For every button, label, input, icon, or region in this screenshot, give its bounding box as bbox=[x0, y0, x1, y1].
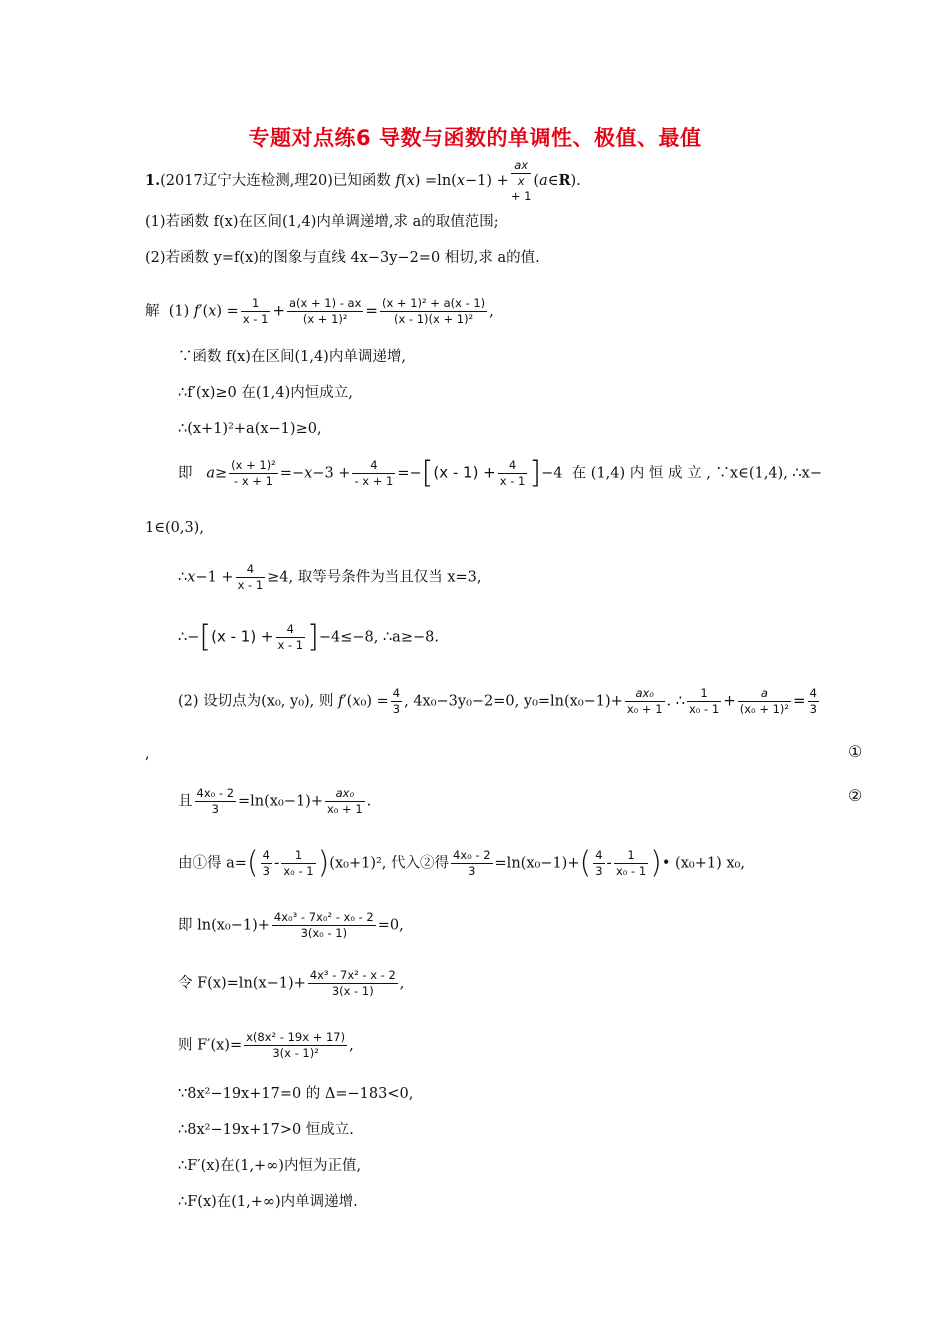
fraction-8: $\frac{4}{x - 1}$ bbox=[277, 622, 304, 652]
fraction-1: $\frac{1}{x - 1}$ bbox=[242, 296, 269, 326]
fraction-18: $\frac{\text{4x₀ - 2}}{3}$ bbox=[453, 848, 491, 878]
solution-step-10: 且 $\frac{\text{4x₀ - 2}}{3}$ =ln(x₀−1)+ $\frac{\text{ax₀}}{\text{x₀ + 1}}$ . bbox=[178, 786, 372, 816]
derivative-line: 解 (1) f′(x) = $\frac{1}{x - 1}$ + $\frac{a(x + 1) - ax}{\text{(x + 1)²}}$ = $\frac{\text{(x + 1)² + a(x - 1)}}{\text{(x - 1)(x + 1)²}}$ , bbox=[145, 296, 494, 326]
fraction-23: $\frac{\text{x(8x² - 19x + 17)}}{\text{3(x - 1)²}}$ bbox=[246, 1030, 346, 1060]
fraction-13: $\frac{4}{3}$ bbox=[809, 686, 817, 716]
step10-mid: =ln(x₀−1)+ bbox=[238, 793, 323, 810]
solution-step-4: ∴(x+1)²+a(x−1)≥0, bbox=[178, 421, 322, 437]
step11-prefix: 由①得 a= bbox=[178, 855, 247, 872]
fraction-16: $\frac{4}{3}$ bbox=[262, 848, 270, 878]
solution-step-18: ∴F(x)在(1,+∞)内单调递增. bbox=[178, 1194, 358, 1210]
solution-step-2: ∵函数 f(x)在区间(1,4)内单调递增, bbox=[178, 349, 406, 365]
solution-step-7: ∴x−1 + $\frac{4}{x - 1}$ ≥4, 取等号条件为当且仅当 x=3, bbox=[178, 562, 482, 592]
part2-a: (2) 设切点为(x₀, y₀), 则 bbox=[178, 693, 334, 710]
part2-b: 4x₀−3y₀−2=0, y₀=ln(x₀−1)+ bbox=[413, 693, 623, 710]
fraction-10: $\frac{\text{ax₀}}{\text{x₀ + 1}}$ bbox=[626, 686, 663, 716]
fraction-9: $\frac{4}{3}$ bbox=[392, 686, 401, 716]
solution-step-3: ∴f′(x)≥0 在(1,4)内恒成立, bbox=[178, 385, 353, 401]
problem-source: (2017辽宁大连检测,理20) bbox=[160, 173, 333, 189]
solution-step-6: 1∈(0,3), bbox=[145, 520, 204, 536]
problem-statement: 1.(2017辽宁大连检测,理20)已知函数 f(x) =ln(x−1) + ax x + 1(a∈R). bbox=[145, 158, 581, 203]
solution-step-11: 由①得 a=( $\frac{4}{3}$ - $\frac{1}{\text{x₀ - 1}}$ )(x₀+1)², 代入②得 $\frac{\text{4x₀ - 2}}{3}$ =ln(x₀−1)+( $\frac{4}{3}$ - $\frac{1}{\text{x₀ - 1}}$ )• (x₀+1) x₀, bbox=[178, 845, 745, 881]
fraction-15: $\frac{\text{ax₀}}{\text{x₀ + 1}}$ bbox=[326, 786, 363, 816]
fraction-3: $\frac{\text{(x + 1)² + a(x - 1)}}{\text{(x - 1)(x + 1)²}}$ bbox=[381, 296, 486, 326]
step5-mid: 在 (1,4) 内 恒 成 立 , ∵x∈(1,4), ∴x− bbox=[571, 465, 822, 482]
step12-prefix: 即 ln(x₀−1)+ bbox=[178, 917, 270, 934]
equation-marker-1: ① bbox=[848, 742, 863, 761]
solution-step-16: ∴8x²−19x+17>0 恒成立. bbox=[178, 1122, 354, 1138]
fraction-22: $\frac{\text{4x³ - 7x² - x - 2}}{3(x - 1)}$ bbox=[309, 968, 396, 998]
step11-mid: (x₀+1)², 代入②得 bbox=[329, 855, 450, 872]
solution-step-17: ∴F′(x)在(1,+∞)内恒为正值, bbox=[178, 1158, 362, 1174]
step8-tail: −4≤−8, ∴a≥−8. bbox=[318, 629, 439, 646]
step14-prefix: 则 F′(x)= bbox=[178, 1037, 243, 1054]
solution-step-14: 则 F′(x)= $\frac{\text{x(8x² - 19x + 17)}}{\text{3(x - 1)²}}$ , bbox=[178, 1030, 354, 1060]
fraction-21: $\frac{\text{4x₀³ - 7x₀² - x₀ - 2}}{\text{3(x₀ - 1)}}$ bbox=[273, 910, 374, 940]
part2-question: (2)若函数 y=f(x)的图象与直线 4x−3y−2=0 相切,求 a的值. bbox=[145, 250, 540, 266]
step7-tail: ≥4, 取等号条件为当且仅当 x=3, bbox=[267, 569, 482, 586]
fraction-12: $\frac{a}{\text{(x₀ + 1)²}}$ bbox=[739, 686, 790, 716]
page-title: 专题对点练6 导数与函数的单调性、极值、最值 bbox=[248, 126, 702, 150]
fraction-6: $\frac{4}{x - 1}$ bbox=[499, 458, 526, 488]
step12-tail: =0, bbox=[377, 917, 404, 934]
comma-line: , bbox=[145, 746, 150, 762]
step10-prefix: 且 bbox=[178, 793, 193, 810]
fraction-11: $\frac{1}{\text{x₀ - 1}}$ bbox=[688, 686, 720, 716]
fraction-4: $\frac{\text{(x + 1)²}}{- x + 1}$ bbox=[231, 458, 276, 488]
step13-prefix: 令 F(x)=ln(x−1)+ bbox=[178, 975, 306, 992]
solution-step-13: 令 F(x)=ln(x−1)+ $\frac{\text{4x³ - 7x² - x - 2}}{3(x - 1)}$ , bbox=[178, 968, 405, 998]
fraction-ax-over-x1: ax x + 1 bbox=[510, 158, 532, 203]
fraction-5: $\frac{4}{- x + 1}$ bbox=[354, 458, 394, 488]
solution-step-15: ∵8x²−19x+17=0 的 Δ=−183<0, bbox=[178, 1086, 414, 1102]
solution-step-5: 即 a≥ $\frac{\text{(x + 1)²}}{- x + 1}$ =−x−3 + $\frac{4}{- x + 1}$ =−[(x - 1) + $\frac{4}{x - 1}$ ]−4 在 (1,4) 内 恒 成 立 , ∵x∈(1,4), ∴x− bbox=[178, 455, 822, 491]
part1-question: (1)若函数 f(x)在区间(1,4)内单调递增,求 a的取值范围; bbox=[145, 214, 499, 230]
fraction-17: $\frac{1}{\text{x₀ - 1}}$ bbox=[283, 848, 314, 878]
fraction-19: $\frac{4}{3}$ bbox=[595, 848, 603, 878]
fraction-20: $\frac{1}{\text{x₀ - 1}}$ bbox=[615, 848, 647, 878]
solution-part2-line: (2) 设切点为(x₀, y₀), 则 f′(x₀) = $\frac{4}{3}$ , 4x₀−3y₀−2=0, y₀=ln(x₀−1)+ $\frac{\text{ax₀}}{\text{x₀ + 1}}$ . ∴ $\frac{1}{\text{x₀ - 1}}$ + $\frac{a}{\text{(x₀ + 1)²}}$ = $\frac{4}{3}$ bbox=[178, 686, 817, 716]
step5-prefix: 即 bbox=[178, 465, 193, 482]
solution-step-8: ∴−[(x - 1) + $\frac{4}{x - 1}$ ]−4≤−8, ∴a≥−8. bbox=[178, 619, 439, 655]
function-definition: f(x) =ln(x−1) + bbox=[395, 173, 509, 189]
equation-marker-2: ② bbox=[848, 786, 863, 805]
solution-step-12 bbox=[178, 910, 404, 941]
fraction-7: $\frac{4}{x - 1}$ bbox=[237, 562, 264, 592]
step11-tail: =ln(x₀−1)+ bbox=[494, 855, 580, 872]
solution-label: 解 bbox=[145, 303, 160, 320]
fraction-2: $\frac{a(x + 1) - ax}{\text{(x + 1)²}}$ bbox=[288, 296, 362, 326]
statement-prefix: 已知函数 bbox=[332, 173, 391, 189]
step11-end: • (x₀+1) x₀, bbox=[661, 855, 745, 872]
problem-number: 1. bbox=[145, 172, 161, 189]
fraction-14: $\frac{\text{4x₀ - 2}}{3}$ bbox=[196, 786, 235, 816]
part1-label: (1) bbox=[168, 303, 190, 320]
